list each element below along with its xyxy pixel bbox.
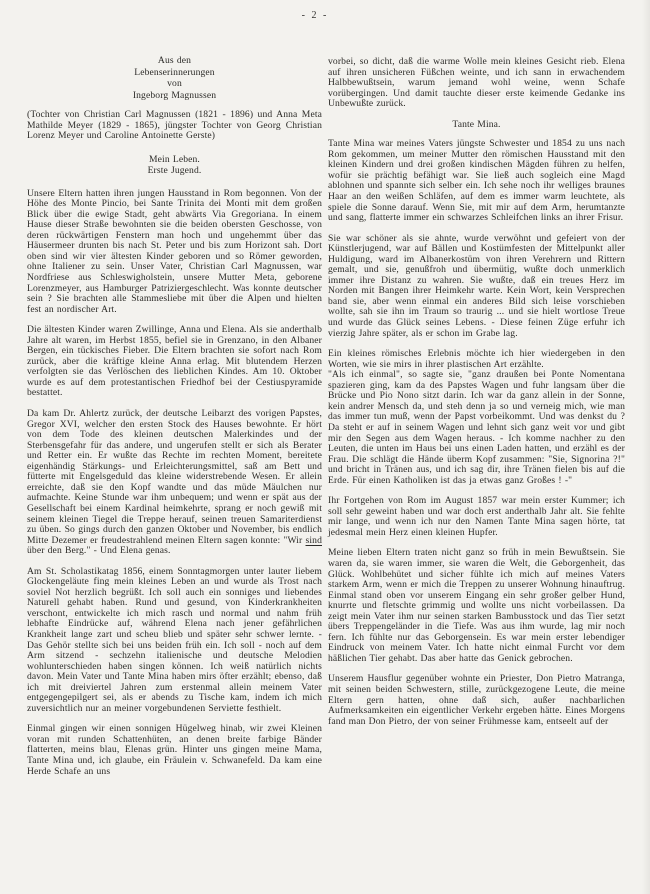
paragraph-segment-pre: Da kam Dr. Ahlertz zurück, der deutsche Leibarzt des vorigen Papstes, Gregor XVI, welcher den ersten Stock des Hauses bewohnte. Er hört von dem Tode des kleinen deutschen Malerkindes und der Sterbensgefahr für das andere, und ungerufen stellt er sich als Berater und Retter ein. Er wußte das Rechte im rechten Moment, bereitete eigenhändig Stärkungs- und Erleichterungsmittel, saß am Bett und fütterte mit Engelsgeduld das kleine widerstrebende Wesen. Er allein erreichte, daß sie den Kopf wandte und das müde Mäulchen nur aufmachte. Keine Stunde war ihm unbequem; und wenn er spät aus der Gesellschaft bei einem Kardinal heimkehrte, sprang er noch gewiß mit seinem kleinen Tiegel die Treppe herauf, seinen treuen Samariterdienst zu üben. So gings durch den ganzen Oktober und November, bis endlich Mitte Dezemer er freudestrahlend meinen Eltern sagen konnte: "Wir (27, 408, 322, 546)
paragraph-dr-ahlertz (27, 409, 322, 557)
memoir-title-block (27, 55, 322, 101)
memoir-title-line-1: Aus den (157, 55, 192, 66)
paragraph-segment-underlined: sind (305, 534, 322, 546)
paragraph-tante-mina-arrival: Tante Mina war meines Vaters jüngste Schwester und 1854 zu uns nach Rom gekommen, um meiner Mutter den römischen Hausstand mit den kleinen Kindern und drei großen kindischen Mägden führen zu helfen, wofür sie prächtig befähigt war. Sie ließ auch sogleich eine Magd ablohnen und spannte sich selber ein. Ich sehe noch ihr welliges braunes Haar an den weißen Schläfen, auf dem es immer warm leuchtete, als spiele die Sonne darauf. Wenn Sie, mit mir auf dem Arm, herumtanzte und sang, flatterte immer ein schwarzes Schleifchen links an ihrer Frisur. (328, 138, 625, 224)
chapter-heading-tante-mina: Tante Mina. (452, 118, 501, 130)
paragraph-twins-fever: Die ältesten Kinder waren Zwillinge, Anna und Elena. Als sie anderthalb Jahre alt waren, im Herbst 1855, befiel sie in Grenzano, in den Albaner Bergen, ein tückisches Fieber. Die Eltern brachten sie sofort nach Rom zurück, aber die kräftige kleine Anna erlag. Mit blutendem Herzen verfolgten sie das Verlöschen des lieblichen Kindes. Am 10. Oktober wurde es auf dem protestantischen Friedhof bei der Cestiuspyramide bestattet. (27, 324, 322, 399)
memoir-title-line-2: Lebenserinnerungen (134, 66, 215, 78)
memoir-title-line-4: Ingeborg Magnussen (132, 89, 217, 101)
paragraph-hillpath-sheep: Einmal gingen wir einen sonnigen Hügelweg hinab, wir zwei Kleinen voran mit runden Schattenhüten, an denen breite farbige Bänder flatterten, meins blau, Elenas grün. Hinter uns gingen meine Mama, Tante Mina und, ich glaube, ein Fräulein v. Schwanefeld. Da kam eine Herde Schafe an uns (27, 723, 322, 777)
section-heading-line-2: Erste Jugend. (147, 165, 202, 177)
paragraph-don-pietro: Unserem Hausflur gegenüber wohnte ein Priester, Don Pietro Matranga, mit seinen beiden Schwestern, stille, zurückgezogene Leute, die meine Eltern gern hatten, ohne daß sich, außer nachbarlichen Aufmerksamkeiten ein eigentlicher Verkehr ergeben hätte. Eines Morgens fand man Don Pietro, der von seiner Frühmesse kam, entseelt auf der (328, 673, 625, 727)
paragraph-roman-anecdote-intro: Ein kleines römisches Erlebnis möchte ich hier wiedergeben in den Worten, wie sie mirs in ihrer plastischen Art erzählte. (328, 348, 625, 370)
paragraph-tante-mina-beauty: Sie war schöner als sie ahnte, wurde verwöhnt und gefeiert von der Künstlerjugend, war auf Bällen und Kostümfesten der Mittelpunkt aller Huldigung, ward im Albanerkostüm von ihren Verehrern und Rittern gemalt, und sie, genußfroh und übermütig, wußte doch unmerklich immer ihre Distanz zu wahren. Sie wußte, daß ein treues Herz im Norden mit Bangen ihrer Heimkehr warte. Kein Wort, kein Versprechen band sie, aber wenn einmal ein anderes Bild sich leise vorschieben wollte, sah sie ihn im Traum so traurig ... und sie hielt wortlose Treue und wurde das Glück seines Lebens. - Diese feinen Züge erfuhr ich vierzig Jahre später, als er schon im Grabe lag. (328, 232, 625, 339)
paragraph-parents-rome: Unsere Eltern hatten ihren jungen Hausstand in Rom begonnen. Von der Höhe des Monte Pincio, bei Sante Trinita dei Monti mit dem großen Blick über die ewige Stadt, geht abwärts Via Gregoriana. In einem Hause dieser Straße bewohnten sie die beiden obersten Geschosse, von deren rückwärtigen Fenstern man hoch und ungehemmt über das Häusermeer drunten bis nach St. Peter und bis zum Horizont sah. Dort oben sind wir vier ältesten Kinder geboren und so Römer geworden, ohne Italiener zu sein. Unser Vater, Christian Carl Magnussen, war Nordfriese aus Schleswigholstein, unsere Mutter Meta, geborene Lorenzmeyer, aus Hamburger Patriziergeschlecht. Was konnte deutscher sein ? Sie brachten alle Stammesliebe mit über die Alpen und hielten fest an nordischer Art. (27, 187, 322, 315)
paragraph-birth-1856: Am St. Scholastikatag 1856, einem Sonntagmorgen unter lauter liebem Glockengeläute fing mein kleines Leben an und wurde als Trost nach soviel Not herzlich begrüßt. Ich soll auch ein sonniges und liebendes Naturell gehabt haben. Rund und gesund, von Kinderkrankheiten verschont, entwickelte ich mich rasch und normal und nahm früh lebhafte Eindrücke auf, während Elena nach jener gefährlichen Krankheit lange zart und scheu blieb und später sehr schwer lernte. - Das Gehör stellte sich bei uns beiden früh ein. Ich soll - noch auf dem Arm sitzend - sechzehn italienische und deutsche Melodien wohlunterschieden haben singen können. Ich weiß natürlich nichts davon. Mein Vater und Tante Mina haben mirs öfter erzählt; ebenso, daß ich mit dreiviertel Jahren zum erstenmal allein meinem Vater entgegengepilgert sei, als er abends zu Tische kam, indem ich mich zuversichtlich nur an meiner vorgebundenen Serviette festhielt. (27, 565, 322, 714)
column-right (328, 57, 625, 727)
memoir-title-line-3: von (167, 78, 182, 89)
page-number: - 2 - (301, 10, 329, 21)
section-heading-line-1: Mein Leben. (149, 153, 200, 165)
paragraph-segment-post: über den Berg." - Und Elena genas. (27, 545, 171, 557)
paragraph-sheep-continued: vorbei, so dicht, daß die warme Wolle mein kleines Gesicht rieb. Elena auf ihren unsicheren Füßchen weinte, und ich sann in erwachendem Halbbewußtsein, warum jemand wohl weine, wenn Schafe vorübergingen. Und damit tauchte dieser erste keimende Gedanke ins Unbewußte zurück. (328, 56, 625, 110)
paragraph-parents-dog: Meine lieben Eltern traten nicht ganz so früh in mein Bewußtsein. Sie waren da, sie waren immer, sie waren die Welt, die Geborgenheit, das Glück. Wohlbehütet und sicher fühlte ich mich auf meines Vaters starkem Arm, wenn er mich die Treppen zu unserer Wohnung hinauftrug. Einmal stand oben vor unserem Eingang ein sehr großer gelber Hund, knurrte und fletschte grimmig und wollte uns nicht vorbeilassen. Da zeigt mein Vater ihm nur seinen starken Bambusstock und das Tier setzt übers Treppengeländer in die Tiefe. Was aus ihm wurde, lag mir noch fern. Ich fühlte nur das Geborgensein. Es war mein erster lebendiger Eindruck von meinem Vater. Ich hatte nicht einmal Furcht vor dem häßlichen Tier gehabt. Das aber hatte das Genick gebrochen. (328, 547, 625, 664)
paragraph-departure-1857: Ihr Fortgehen von Rom im August 1857 war mein erster Kummer; ich soll sehr geweint haben und war doch erst anderthalb Jahr alt. Sie fehlte mir lange, und wenn ich nur den Namen Tante Mina sagen hörte, tat jedesmal mein Herz einen kleinen Hupfer. (328, 495, 625, 538)
author-lineage-note: (Tochter von Christian Carl Magnussen (1821 - 1896) und Anna Meta Mathilde Meyer (1829 - 1865), jüngster Tochter von Georg Christian Lorenz Meyer und Caroline Antoinette Gerste) (27, 109, 322, 142)
column-left (27, 55, 322, 777)
paragraph-roman-anecdote-quote: "Als ich einmal", so sagte sie, "ganz draußen bei Ponte Nomentana spazieren ging, kam da des Papstes Wagen und fuhr langsam über die Brücke und Pio Nono sitzt darin. Ich war da ganz allein in der Sonne, kein andrer Mensch da, und steh denn ja so und verneig mich, wie man das immer tun muß, wenn der Papst vorbeikommt. Und was denkst du ? Da steht er auf in seinem Wagen und lehnt sich ganz weit vor und gibt mir den Segen aus dem Wagen heraus. - Ich komme nachher zu den Leuten, die unten im Haus bei uns einen Laden hatten, und erzähl es der Frau. Die schlägt die Hände überm Kopf zusammen: "Sie, Signorina ?!" und bricht in Tränen aus, und ich sag dir, ihre Tränen fielen bis auf die Erde. Für einen Katholiken ist das ja etwas ganz Großes ! -" (328, 369, 625, 486)
section-heading-block (27, 154, 322, 177)
